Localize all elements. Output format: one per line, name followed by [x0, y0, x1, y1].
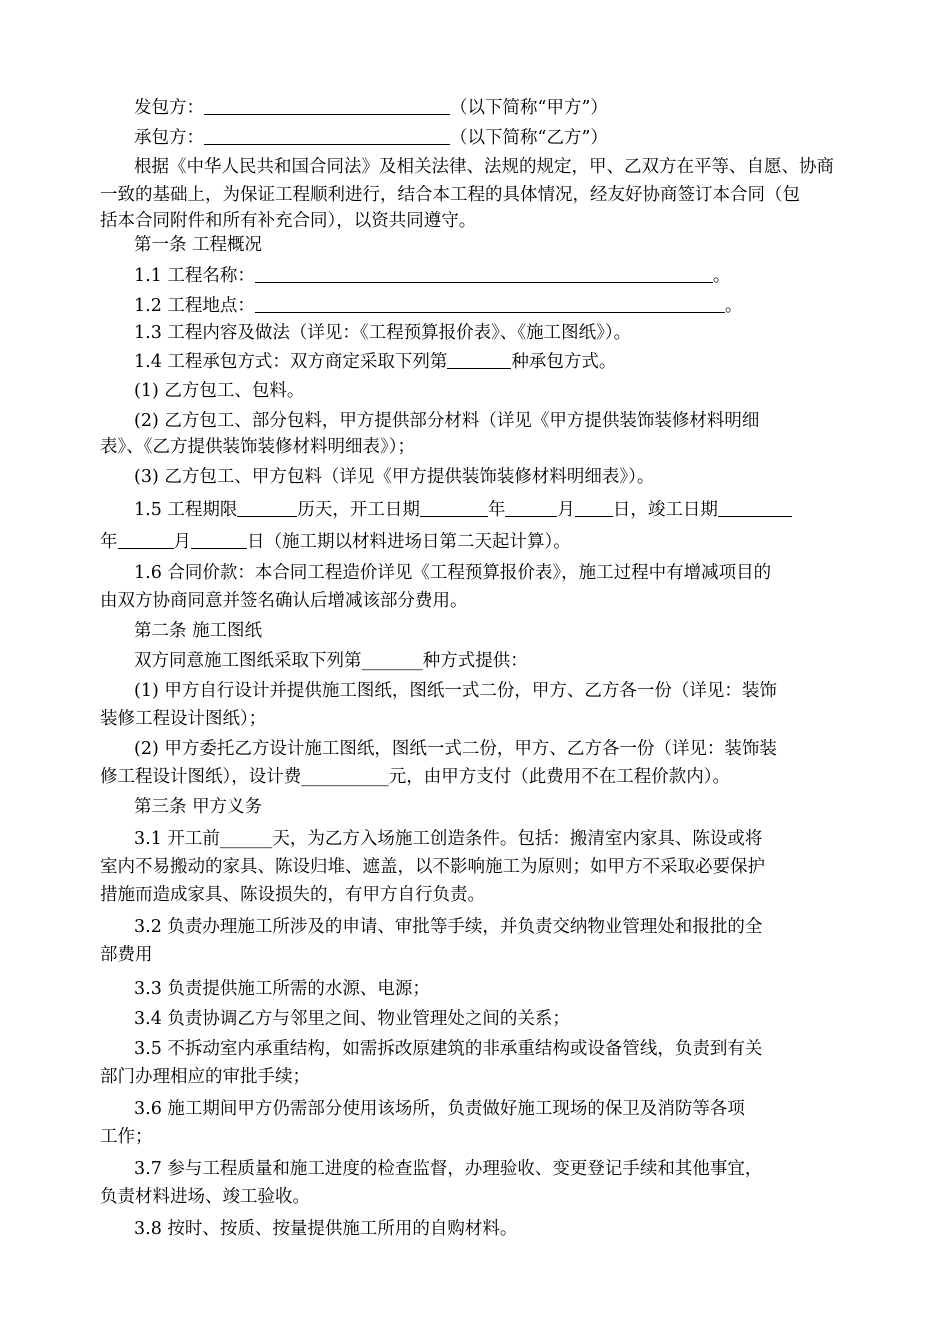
- clause-3-1-line-2: 室内不易搬动的家具、陈设归堆、遮盖，以不影响施工为原则；如甲方不采取必要保护: [100, 857, 765, 877]
- drawing-option-2-line-1: (2) 甲方委托乙方设计施工图纸，图纸一式二份，甲方、乙方各一份（详见：装饰装: [134, 739, 777, 759]
- method-option-2-line-1: (2) 乙方包工、部分包料，甲方提供部分材料（详见《甲方提供装饰装修材料明细: [134, 411, 760, 431]
- preamble-line-3: 括本合同附件和所有补充合同），以资共同遵守。: [100, 211, 477, 231]
- contract-method-blank: [447, 348, 511, 369]
- end-month-blank: [118, 528, 174, 549]
- clause-1-5-line-2: 年 月 日（施工期以材料进场日第二天起计算）。: [100, 528, 571, 556]
- clause-1-2: 1.2 工程地点： 。: [134, 292, 742, 320]
- clause-1-1: 1.1 工程名称： 。: [134, 262, 730, 290]
- clause-3-6-line-2: 工作；: [100, 1127, 153, 1147]
- start-year-blank: [420, 496, 488, 517]
- clause-3-7-line-1: 3.7 参与工程质量和施工进度的检查监督，办理验收、变更登记手续和其他事宜，: [134, 1159, 763, 1179]
- contractor-name-blank: [204, 124, 450, 145]
- duration-days-blank: [237, 496, 297, 517]
- article-2-title: 第二条 施工图纸: [134, 621, 263, 641]
- method-option-1: (1) 乙方包工、包料。: [134, 381, 305, 401]
- method-option-3: (3) 乙方包工、甲方包料（详见《甲方提供装饰装修材料明细表》）。: [134, 467, 655, 487]
- clause-3-3: 3.3 负责提供施工所需的水源、电源；: [134, 979, 430, 999]
- employer-suffix: （以下简称“甲方”）: [450, 98, 608, 118]
- clause-1-6-line-1: 1.6 合同价款：本合同工程造价详见《工程预算报价表》，施工过程中有增减项目的: [134, 563, 772, 583]
- clause-3-8: 3.8 按时、按质、按量提供施工所用的自购材料。: [134, 1219, 518, 1239]
- drawing-option-1-line-1: (1) 甲方自行设计并提供施工图纸，图纸一式二份，甲方、乙方各一份（详见：装饰: [134, 681, 777, 701]
- clause-3-4: 3.4 负责协调乙方与邻里之间、物业管理处之间的关系；: [134, 1009, 570, 1029]
- clause-3-7-line-2: 负责材料进场、竣工验收。: [100, 1187, 310, 1207]
- employer-label: 发包方：: [134, 98, 204, 118]
- clause-1-5-line-1: 1.5 工程期限 历天，开工日期 年 月 日，竣工日期: [134, 496, 792, 524]
- start-month-blank: [505, 496, 557, 517]
- contractor-line: [134, 124, 608, 152]
- employer-name-blank: [204, 94, 450, 115]
- drawing-option-2-line-2: 修工程设计图纸），设计费__________元，由甲方支付（此费用不在工程价款内）。: [100, 767, 730, 787]
- employer-line: [134, 94, 608, 122]
- preamble-line-1: 根据《中华人民共和国合同法》及相关法律、法规的规定，甲、乙双方在平等、自愿、协商: [134, 157, 834, 177]
- article-3-title: 第三条 甲方义务: [134, 797, 263, 817]
- clause-3-6-line-1: 3.6 施工期间甲方仍需部分使用该场所，负责做好施工现场的保卫及消防等各项: [134, 1099, 745, 1119]
- end-day-blank: [191, 528, 247, 549]
- clause-1-3: 1.3 工程内容及做法（详见：《工程预算报价表》、《施工图纸》）。: [134, 323, 632, 343]
- method-option-2-line-2: 表》、《乙方提供装饰装修材料明细表》）；: [100, 437, 415, 457]
- start-day-blank: [575, 496, 613, 517]
- end-year-blank: [718, 496, 792, 517]
- project-name-blank: [255, 262, 713, 283]
- article-2-intro: 双方同意施工图纸采取下列第_______种方式提供：: [134, 651, 528, 671]
- article-1-title: 第一条 工程概况: [134, 235, 263, 255]
- preamble-line-2: 一致的基础上，为保证工程顺利进行，结合本工程的具体情况，经友好协商签订本合同（包: [100, 185, 800, 205]
- clause-3-5-line-2: 部门办理相应的审批手续；: [100, 1067, 310, 1087]
- clause-3-1-line-1: 3.1 开工前______天，为乙方入场施工创造条件。包括：搬清室内家具、陈设或将: [134, 829, 763, 849]
- drawing-option-1-line-2: 装修工程设计图纸）；: [100, 709, 267, 729]
- contractor-suffix: （以下简称“乙方”）: [450, 128, 608, 148]
- project-location-blank: [255, 292, 725, 313]
- clause-3-1-line-3: 措施而造成家具、陈设损失的，有甲方自行负责。: [100, 885, 485, 905]
- clause-3-2-line-1: 3.2 负责办理施工所涉及的申请、审批等手续，并负责交纳物业管理处和报批的全: [134, 917, 763, 937]
- contractor-label: 承包方：: [134, 128, 204, 148]
- clause-1-6-line-2: 由双方协商同意并签名确认后增减该部分费用。: [100, 591, 468, 611]
- clause-3-2-line-2: 部费用: [100, 945, 153, 965]
- clause-3-5-line-1: 3.5 不拆动室内承重结构，如需拆改原建筑的非承重结构或设备管线，负责到有关: [134, 1039, 763, 1059]
- clause-1-4: 1.4 工程承包方式：双方商定采取下列第 种承包方式。: [134, 348, 616, 376]
